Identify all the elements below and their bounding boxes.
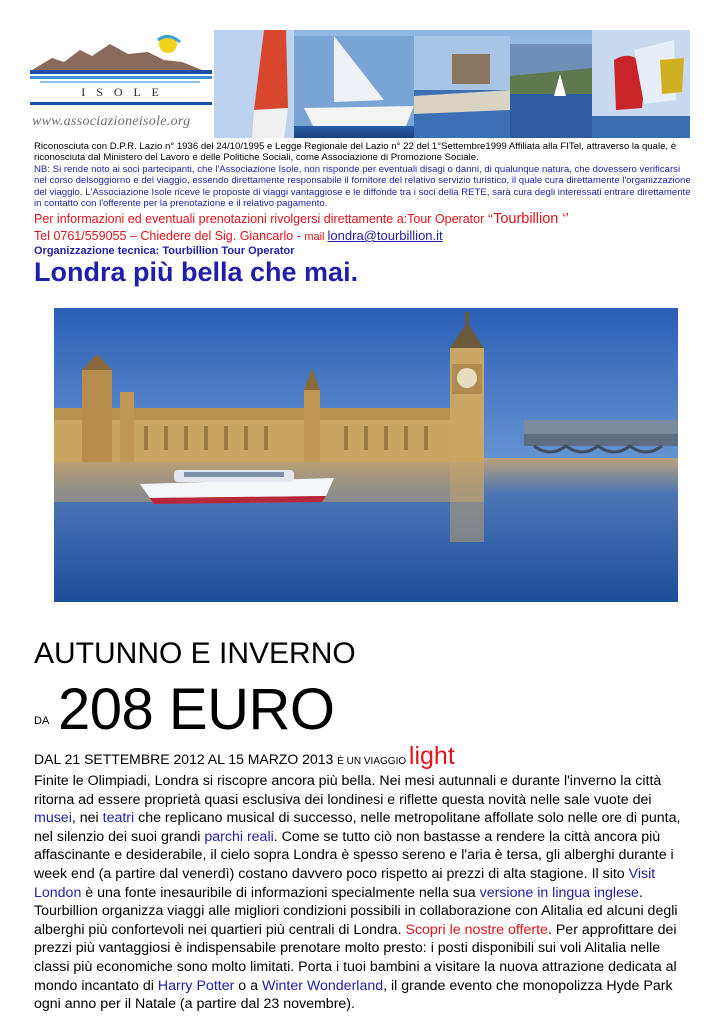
- body-text-6: . Tourbillion organizza viaggi alle migliori condizioni possibili in collaborazione con Alitalia ed alcuni degli alberghi più confortevoli nei quartieri più centrali di Londra.: [34, 884, 678, 938]
- recognition-notice: Riconosciuta con D.P.R. Lazio n° 1936 del 24/10/1995 e Legge Regionale del Lazio n° 22 del 1°Settembre1999 Affiliata alla FITel, attraverso la quale, è riconosciuta dal Ministero del Lavoro e delle Politiche Sociali, come Associazione di Promozione Sociale.: [34, 141, 677, 164]
- island-shape: [32, 44, 202, 70]
- page-title: Londra più bella che mai.: [34, 257, 359, 287]
- body-text-8: o a: [234, 977, 262, 994]
- phone-text: Tel 0761/559055 – Chiedere del Sig. Giancarlo -: [34, 229, 305, 243]
- nb-notice: [34, 164, 694, 210]
- body-text-1: Finite le Olimpiadi, Londra si riscopre ancora più bella. Nei mesi autunnali e durante l'inverno la città ritorna ad essere proprietà quasi esclusiva dei londinesi e riflette questa novità nelle sale vuote dei: [34, 773, 662, 808]
- price-amount: 208 EURO: [58, 677, 335, 742]
- dates-line: [34, 742, 694, 771]
- body-paragraph: [34, 772, 689, 1014]
- season-title: AUTUNNO E INVERNO: [34, 637, 356, 670]
- body-text-2: , nei: [71, 810, 103, 827]
- info-line: [34, 211, 694, 227]
- organization-line: Organizzazione tecnica: Tourbillion Tour Operator: [34, 245, 295, 257]
- body-text-4: . Come se tutto ciò non bastasse a rendere la città ancora più affascinante e desiderabile, il cielo sopra Londra è spesso sereno e l'aria è tersa, gli alberghi durante i week end (a partire dal venerdì) costano davvero poco rispetto ai prezzi di alta stagione. Il sito: [34, 828, 674, 882]
- body-text-7: . Per approfittare dei prezzi più vantaggiosi è indispensabile prenotare molto presto: i posti disponibili sui voli Alitalia nelle classi più economiche sono molto limitati. Porta i tuoi bambini a visitare la nuova attrazione dedicata al mondo incantato di: [34, 921, 677, 994]
- email-link[interactable]: londra@tourbillion.it: [327, 228, 443, 243]
- link-visit-london[interactable]: Visit London: [34, 865, 656, 901]
- nb-text: Si rende noto ai soci partecipanti, che l'Associazione Isole, non risponde per eventuali disagi o danni, di qualunque natura, che dovessero verificarsi nel corso delsoggiorno e del viaggio, essendo direttamente responsabile il fornitore del relativo servizio turistico, il quale cura direttamente l'organizzazione del viaggio. L'Associazione Isole riceve le proposte di viaggi vantaggiose e le diffonde tra i soci della RETE, sarà cura degli interessati entrare direttamente in contatto con l'offerente per la prenotazione e il relativo pagamento.: [34, 164, 691, 210]
- trip-label: È UN VIAGGIO: [337, 756, 409, 767]
- link-scopri-offerte[interactable]: Scopri le nostre offerte: [405, 921, 548, 938]
- dates-text: DAL 21 SETTEMBRE 2012 AL 15 MARZO 2013: [34, 751, 338, 767]
- header-banner-collage: [214, 30, 690, 138]
- mail-label: mail: [304, 231, 328, 243]
- body-text-5: è una fonte inesauribile di informazioni specialmente nella sua: [81, 884, 480, 901]
- site-url[interactable]: www.associazioneisole.org: [32, 114, 191, 129]
- info-prefix: Per informazioni ed eventuali prenotazioni rivolgersi direttamente a:Tour Operator: [34, 212, 488, 226]
- trip-type: light: [408, 742, 455, 770]
- clock-face: [457, 368, 477, 388]
- nb-label: NB:: [34, 164, 50, 175]
- link-musei[interactable]: musei: [34, 810, 72, 827]
- link-harry-potter[interactable]: Harry Potter: [157, 977, 235, 994]
- price-prefix: DA: [34, 715, 50, 727]
- contact-line: [34, 228, 694, 243]
- body-text-3: che replicano musical di successo, nelle metropolitane affollate solo nelle ore di punta, nel silenzio dei suoi grandi: [34, 810, 681, 845]
- quote-open: ‘‘: [487, 212, 494, 226]
- link-versione-inglese[interactable]: versione in lingua inglese: [479, 884, 639, 901]
- link-parchi-reali[interactable]: parchi reali: [204, 828, 274, 845]
- operator-name: Tourbillion ‘’: [493, 211, 569, 227]
- link-winter-wonderland[interactable]: Winter Wonderland: [261, 977, 384, 994]
- link-teatri[interactable]: teatri: [102, 810, 135, 827]
- london-parliament-photo: [54, 308, 678, 602]
- logo-text: I S O L E: [81, 85, 163, 99]
- body-text-9: , il grande evento che monopolizza Hyde Park ogni anno per il Natale (a partire dal 23 novembre).: [34, 977, 673, 1013]
